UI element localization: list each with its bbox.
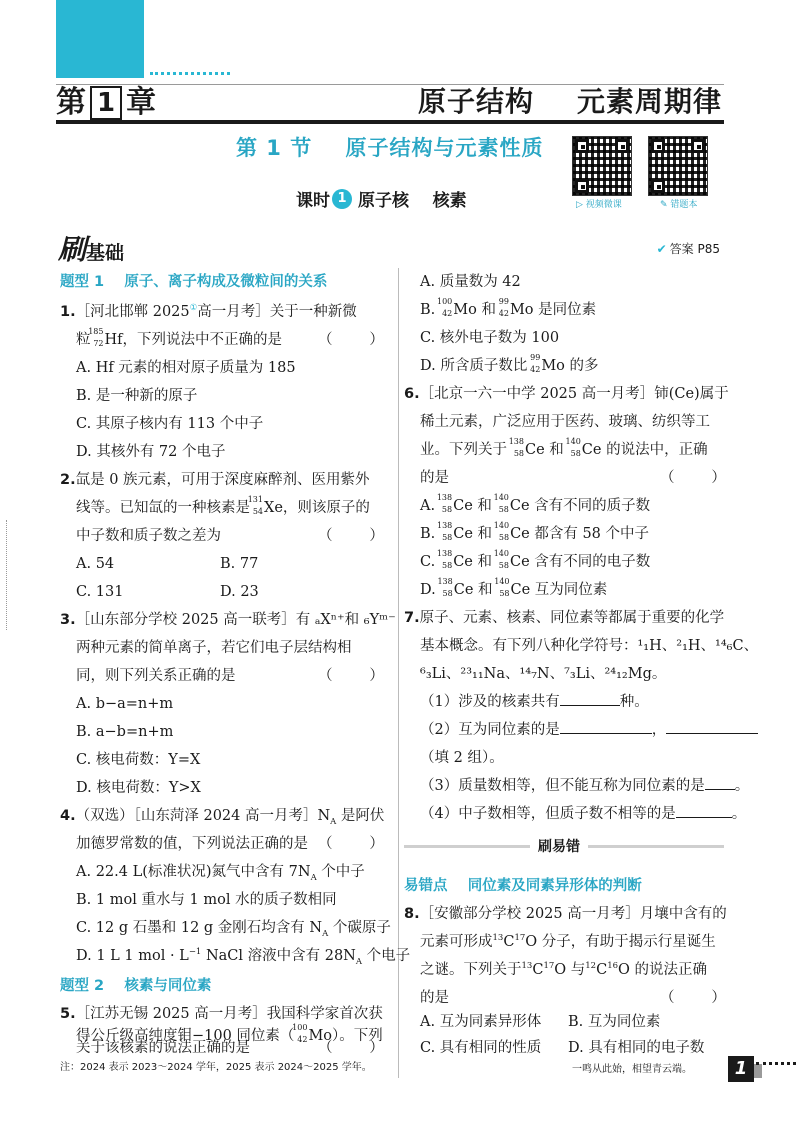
chapter-number: 1 (90, 86, 122, 120)
brush-glyph: 刷 (58, 233, 87, 266)
chapter-suffix: 章 (126, 85, 156, 120)
q5-option-c: C. 核外电子数为 100 (420, 330, 560, 346)
q7-sub2: （2）互为同位素的是 ， (420, 716, 758, 744)
q4-line1: 4.（双选）［山东菏泽 2024 高一月考$]N_A$ 是阿伏 (60, 808, 385, 827)
q1-option-d: D. 其核外有 72 个电子 (76, 444, 226, 460)
q1-option-a: A. Hf 元素的相对原子质量为 185 (76, 360, 296, 376)
q6-line1: 6.［北京一六一中学 2025 高一月考］铈(Ce)属于 (404, 386, 729, 402)
q6-answer-paren[interactable]: （ ） (660, 470, 726, 486)
basic-label: 基础 (86, 242, 125, 264)
q6-option-b: B. 138 58 Ce 和 140 58 Ce 都含有 58 个中子 (420, 521, 650, 542)
q8-option-c: C. 具有相同的性质 (420, 1040, 542, 1056)
q7-blank4[interactable] (676, 817, 732, 818)
qr-error-code[interactable] (648, 136, 708, 196)
basic-section-title (58, 228, 124, 268)
q7-line2: 基本概念。有下列八种化学符号：¹₁H、²₁H、¹⁴₆C、 (420, 638, 759, 654)
type1-heading: 题型 1 原子、离子构成及微粒间的关系 (60, 274, 328, 290)
margin-mark (6, 520, 7, 630)
q5-option-b: B. 100 42 Mo 和 99 42 Mo 是同位素 (420, 297, 597, 318)
answer-reference[interactable]: ✔ 答案 P85 (656, 242, 720, 256)
q3-option-c: C. 核电荷数：Y=X (76, 752, 201, 768)
q2-option-a: A. 54 (76, 556, 115, 572)
q3-option-b: B. a−b=n+m (76, 724, 174, 740)
qr-video-caption: ▷ 视频微课 (576, 200, 622, 210)
chapter-prefix: 第 (56, 85, 86, 120)
q1-option-b: B. 是一种新的原子 (76, 388, 198, 404)
q4-option-a: A. 22.4 L(标准状况)氮气中含有 $7N_A$ 个中子 (76, 864, 365, 883)
q4-option-c: C. 12 g 石墨和 12 g 金刚石均含有 $N_A$ 个碳原子 (76, 920, 391, 939)
q8-line1: 8.［安徽部分学校 2025 高一月考］月壤中含有的 (404, 906, 727, 922)
q3-line1: 3.［山东部分学校 2025 高一联考］有 ₐXⁿ⁺和 ₆Yᵐ⁻ (60, 612, 396, 628)
q7-sub4: （4）中子数相等，但质子数不相等的是 。 (420, 806, 747, 822)
q2-option-b: B. 77 (220, 556, 259, 572)
q2-line2: 线等。已知氙的一种核素是 131 54 Xe，则该原子的 (76, 495, 370, 516)
q2-answer-paren[interactable]: （ ） (318, 528, 384, 544)
lesson-name: 原子核 核素 (358, 191, 467, 211)
type2-heading: 题型 2 核素与同位素 (60, 978, 212, 994)
q8-option-a: A. 互为同素异形体 (420, 1014, 542, 1030)
header-accent-block (56, 0, 144, 78)
q2-option-d: D. 23 (220, 584, 259, 600)
section-title: 第 1 节 原子结构与元素性质 (236, 136, 544, 160)
slogan: 一鸣从此始，相望青云端。 (572, 1064, 692, 1075)
q4-option-d: D. 1 L 1 mol · $L^{-1}$ NaCl 溶液中含有 $28N_A$ 个电子 (76, 947, 411, 967)
q8-line3: 之谜。下列关于$^{13}C^{17}O$ 与$^{12}C^{16}O$ 的说法正确 (420, 961, 708, 978)
q1-line2: 粒 185 72 Hf，下列说法中不正确的是 (76, 327, 283, 348)
q3-option-a: A. b−a=n+m (76, 696, 174, 712)
header-dots (150, 72, 230, 75)
q8-option-b: B. 互为同位素 (568, 1014, 661, 1030)
q6-line2: 稀土元素，广泛应用于医药、玻璃、纺织等工 (420, 414, 710, 430)
lesson-title (296, 186, 467, 211)
page-number: 1 (728, 1056, 754, 1082)
chapter-label (56, 86, 156, 120)
q6-line4: 的是 (420, 470, 449, 486)
q3-option-d: D. 核电荷数：Y>X (76, 780, 201, 796)
q7-line3: ⁶₃Li、²³₁₁Na、¹⁴₇N、⁷₃Li、²⁴₁₂Mg。 (420, 666, 667, 682)
q5-option-d: D. 所含质子数比 99 42 Mo 的多 (420, 353, 599, 374)
q2-line1: 2.氙是 0 族元素，可用于深度麻醉剂、医用紫外 (60, 472, 370, 488)
q8-answer-paren[interactable]: （ ） (660, 990, 726, 1006)
q1-line1: 1.［河北邯郸 2025①高一月考］关于一种新微 (60, 303, 357, 320)
q7-line1: 7.原子、元素、核素、同位素等都属于重要的化学 (404, 610, 725, 626)
q6-option-a: A. 138 58 Ce 和 140 58 Ce 含有不同的质子数 (420, 493, 651, 514)
lesson-label: 课时 (296, 191, 330, 211)
q8-line4: 的是 (420, 990, 449, 1006)
q7-blank3[interactable] (705, 789, 735, 790)
check-icon: ✔ (656, 242, 667, 256)
q6-option-c: C. 138 58 Ce 和 140 58 Ce 含有不同的电子数 (420, 549, 651, 570)
q2-line3: 中子数和质子数之差为 (76, 528, 221, 544)
q7-blank2b[interactable] (666, 733, 758, 734)
lesson-number: 1 (332, 189, 352, 209)
q4-option-b: B. 1 mol 重水与 1 mol 水的质子数相同 (76, 892, 337, 908)
q7-sub3: （3）质量数相等，但不能互称为同位素的是 。 (420, 778, 750, 794)
q4-line2: 加德罗常数的值，下列说法正确的是 (76, 836, 308, 852)
q8-option-d: D. 具有相同的电子数 (568, 1040, 705, 1056)
q7-blank1[interactable] (560, 705, 620, 706)
q5-line2: 得公斤级高纯度钼−100 同位素（ 100 42 Mo）。下列 (76, 1023, 383, 1044)
q1-answer-paren[interactable]: （ ） (318, 332, 384, 348)
q7-sub2-note: （填 2 组）。 (420, 750, 504, 766)
q7-sub1: （1）涉及的核素共有 种。 (420, 694, 649, 710)
qr-video-code[interactable] (572, 136, 632, 196)
qr-error-caption: ✎ 错题本 (660, 200, 698, 210)
q3-line2: 两种元素的简单离子，若它们电子层结构相 (76, 640, 352, 656)
q5-answer-paren[interactable]: （ ） (318, 1040, 384, 1056)
page-dots (756, 1062, 796, 1065)
q7-blank2a[interactable] (560, 733, 652, 734)
q3-line3: 同，则下列关系正确的是 (76, 668, 236, 684)
q5-line3: 关于该核素的说法正确的是 (76, 1040, 250, 1056)
q8-line2: 元素可形成$^{13}C^{17}O$ 分子，有助于揭示行星诞生 (420, 933, 716, 950)
easy-point-heading: 易错点 同位素及同素异形体的判断 (404, 878, 642, 894)
header-rule-thick (56, 120, 724, 124)
footnote: 注：2024 表示 2023～2024 学年，2025 表示 2024～2025 学年。 (60, 1062, 372, 1073)
q4-answer-paren[interactable]: （ ） (318, 836, 384, 852)
q5-line1: 5.［江苏无锡 2025 高一月考］我国科学家首次获 (60, 1006, 383, 1022)
q3-answer-paren[interactable]: （ ） (318, 668, 384, 684)
q2-option-c: C. 131 (76, 584, 124, 600)
easy-mistake-header: 刷易错 (404, 836, 724, 856)
q5-option-a: A. 质量数为 42 (420, 274, 521, 290)
chapter-title: 原子结构 元素周期律 (418, 85, 722, 118)
q6-option-d: D. 138 58 Ce 和 140 58 Ce 互为同位素 (420, 577, 608, 598)
q6-line3: 业。下列关于 138 58 Ce 和 140 58 Ce 的说法中，正确 (420, 437, 708, 458)
q1-option-c: C. 其原子核内有 113 个中子 (76, 416, 264, 432)
